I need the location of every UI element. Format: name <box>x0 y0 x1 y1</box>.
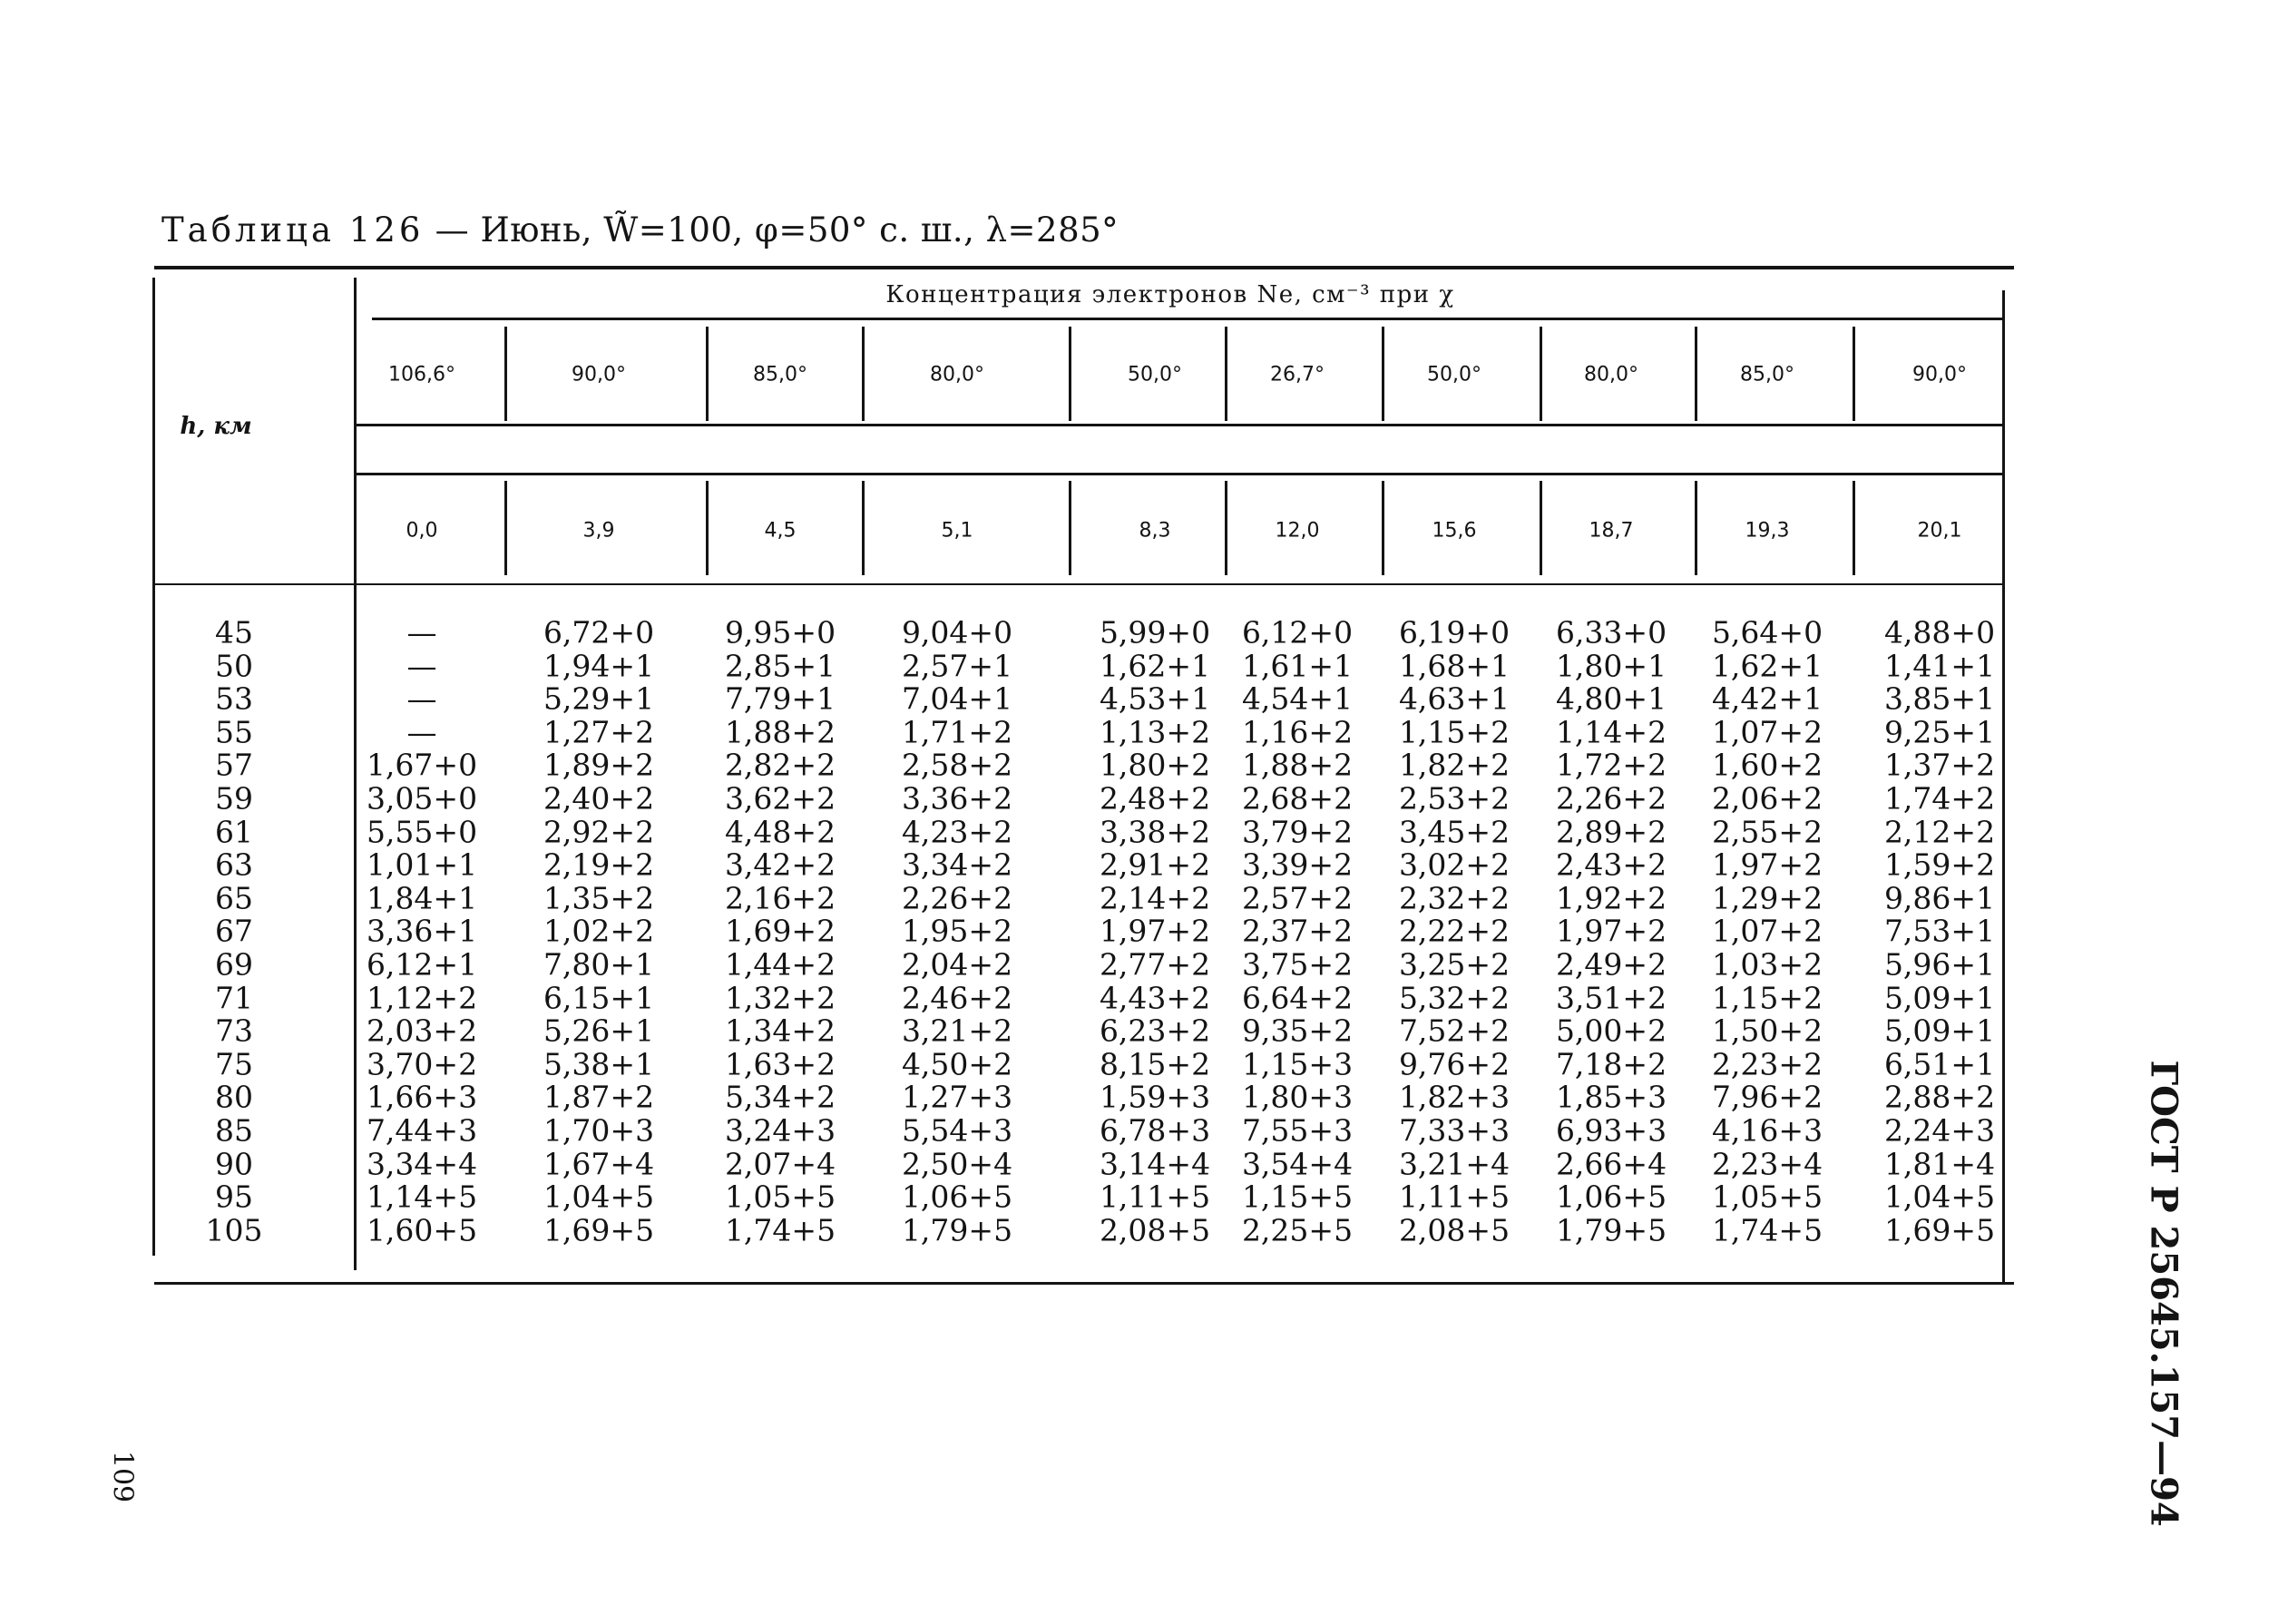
concentration-cell: 6,12+0 <box>1241 614 1354 651</box>
concentration-cell: 1,27+3 <box>901 1079 1013 1115</box>
concentration-cell: 1,13+2 <box>1099 714 1211 750</box>
concentration-cell: 3,34+2 <box>901 846 1013 883</box>
concentration-cell: 1,69+5 <box>543 1212 655 1248</box>
concentration-cell: 2,58+2 <box>901 747 1013 783</box>
concentration-cell: 1,69+2 <box>724 913 836 949</box>
concentration-cell: 7,52+2 <box>1398 1013 1511 1049</box>
concentration-cell: 3,36+1 <box>366 913 478 949</box>
concentration-cell: 5,09+1 <box>1883 980 1996 1016</box>
concentration-cell: 2,91+2 <box>1099 846 1211 883</box>
height-value: 71 <box>215 980 253 1016</box>
concentration-cell: 7,44+3 <box>366 1112 478 1149</box>
concentration-cell: 6,33+0 <box>1555 614 1667 651</box>
time-column-divider <box>706 481 709 575</box>
concentration-cell: 1,01+1 <box>366 846 478 883</box>
concentration-cell: — <box>406 714 437 750</box>
local-time-header: 12,0 <box>1275 519 1320 543</box>
concentration-cell: 2,68+2 <box>1241 780 1354 817</box>
concentration-cell: 2,08+5 <box>1099 1212 1211 1248</box>
concentration-cell: 3,34+4 <box>366 1146 478 1182</box>
concentration-cell: 1,41+1 <box>1883 648 1996 684</box>
concentration-cell: 1,37+2 <box>1883 747 1996 783</box>
concentration-cell: 1,11+5 <box>1099 1179 1211 1215</box>
concentration-cell: 1,94+1 <box>543 648 655 684</box>
concentration-cell: 6,72+0 <box>543 614 655 651</box>
chi-column-divider <box>1540 327 1542 421</box>
concentration-cell: 2,07+4 <box>724 1146 836 1182</box>
concentration-cell: 2,49+2 <box>1555 946 1667 983</box>
concentration-cell: 3,14+4 <box>1099 1146 1211 1182</box>
concentration-cell: 5,96+1 <box>1883 946 1996 983</box>
concentration-cell: 6,51+1 <box>1883 1046 1996 1082</box>
time-column-divider <box>1069 481 1071 575</box>
concentration-cell: 4,50+2 <box>901 1046 1013 1082</box>
height-value: 73 <box>215 1013 253 1049</box>
concentration-cell: 7,53+1 <box>1883 913 1996 949</box>
concentration-cell: 1,27+2 <box>543 714 655 750</box>
concentration-cell: 1,06+5 <box>901 1179 1013 1215</box>
concentration-cell: 1,44+2 <box>724 946 836 983</box>
concentration-cell: 1,15+3 <box>1241 1046 1354 1082</box>
concentration-cell: 3,36+2 <box>901 780 1013 817</box>
height-value: 53 <box>215 680 253 717</box>
chi-angle-header: 90,0° <box>1912 363 1967 386</box>
chi-angle-header: 26,7° <box>1270 363 1325 386</box>
height-value: 57 <box>215 747 253 783</box>
concentration-cell: 2,50+4 <box>901 1146 1013 1182</box>
table-left-border <box>152 278 155 1256</box>
concentration-cell: 2,26+2 <box>901 880 1013 916</box>
local-time-header: 18,7 <box>1589 519 1634 543</box>
height-value: 95 <box>215 1179 253 1215</box>
concentration-cell: 1,12+2 <box>366 980 478 1016</box>
concentration-cell: 7,33+3 <box>1398 1112 1511 1149</box>
height-value: 80 <box>215 1079 253 1115</box>
concentration-cell: 3,39+2 <box>1241 846 1354 883</box>
concentration-cell: 3,85+1 <box>1883 680 1996 717</box>
concentration-cell: 1,81+4 <box>1883 1146 1996 1182</box>
concentration-cell: 1,62+1 <box>1711 648 1823 684</box>
concentration-cell: 1,04+5 <box>1883 1179 1996 1215</box>
concentration-cell: 4,88+0 <box>1883 614 1996 651</box>
concentration-header-title: Концентрация электронов Ne, см⁻³ при χ <box>885 281 1455 308</box>
concentration-cell: 2,12+2 <box>1883 814 1996 850</box>
concentration-cell: 1,70+3 <box>543 1112 655 1149</box>
concentration-cell: 3,54+4 <box>1241 1146 1354 1182</box>
height-value: 50 <box>215 648 253 684</box>
chi-angle-header: 106,6° <box>388 363 455 386</box>
chi-angle-header: 50,0° <box>1128 363 1182 386</box>
concentration-cell: 6,15+1 <box>543 980 655 1016</box>
concentration-cell: 1,74+5 <box>1711 1212 1823 1248</box>
concentration-cell: 5,32+2 <box>1398 980 1511 1016</box>
concentration-cell: 5,64+0 <box>1711 614 1823 651</box>
chi-column-divider <box>706 327 709 421</box>
concentration-cell: 2,48+2 <box>1099 780 1211 817</box>
concentration-cell: 1,71+2 <box>901 714 1013 750</box>
height-value: 55 <box>215 714 253 750</box>
concentration-cell: 4,80+1 <box>1555 680 1667 717</box>
header-mid-rule-2 <box>354 473 2005 475</box>
time-column-divider <box>862 481 865 575</box>
concentration-cell: 2,40+2 <box>543 780 655 817</box>
concentration-cell: 1,06+5 <box>1555 1179 1667 1215</box>
concentration-cell: 4,16+3 <box>1711 1112 1823 1149</box>
concentration-cell: 1,29+2 <box>1711 880 1823 916</box>
concentration-cell: 6,93+3 <box>1555 1112 1667 1149</box>
concentration-cell: 1,69+5 <box>1883 1212 1996 1248</box>
concentration-cell: 2,88+2 <box>1883 1079 1996 1115</box>
concentration-cell: 1,60+2 <box>1711 747 1823 783</box>
concentration-cell: 9,04+0 <box>901 614 1013 651</box>
concentration-cell: 3,05+0 <box>366 780 478 817</box>
concentration-cell: 1,05+5 <box>724 1179 836 1215</box>
table-bottom-rule <box>154 1282 2014 1285</box>
concentration-cell: 1,80+1 <box>1555 648 1667 684</box>
concentration-cell: 1,05+5 <box>1711 1179 1823 1215</box>
time-column-divider <box>1225 481 1227 575</box>
local-time-header: 3,9 <box>582 519 615 543</box>
h-column-header: h, км <box>180 413 252 440</box>
chi-angle-header: 80,0° <box>930 363 984 386</box>
concentration-cell: 4,48+2 <box>724 814 836 850</box>
concentration-cell: 2,77+2 <box>1099 946 1211 983</box>
concentration-cell: 1,59+2 <box>1883 846 1996 883</box>
concentration-cell: 1,89+2 <box>543 747 655 783</box>
concentration-cell: 2,22+2 <box>1398 913 1511 949</box>
time-column-divider <box>1695 481 1697 575</box>
concentration-cell: 4,23+2 <box>901 814 1013 850</box>
height-value: 45 <box>215 614 253 651</box>
concentration-cell: 6,64+2 <box>1241 980 1354 1016</box>
local-time-header: 5,1 <box>941 519 973 543</box>
standard-designation: ГОСТ Р 25645.157—94 <box>2142 1060 2185 1527</box>
height-value: 85 <box>215 1112 253 1149</box>
concentration-cell: 3,02+2 <box>1398 846 1511 883</box>
concentration-cell: 1,74+5 <box>724 1212 836 1248</box>
height-value: 75 <box>215 1046 253 1082</box>
concentration-cell: 6,78+3 <box>1099 1112 1211 1149</box>
header-title-rule <box>372 318 2005 320</box>
concentration-cell: 4,53+1 <box>1099 680 1211 717</box>
concentration-cell: 3,62+2 <box>724 780 836 817</box>
height-value: 65 <box>215 880 253 916</box>
concentration-cell: 1,80+3 <box>1241 1079 1354 1115</box>
chi-angle-header: 90,0° <box>572 363 626 386</box>
concentration-cell: 2,89+2 <box>1555 814 1667 850</box>
height-value: 90 <box>215 1146 253 1182</box>
concentration-cell: 1,74+2 <box>1883 780 1996 817</box>
local-time-header: 0,0 <box>406 519 438 543</box>
concentration-cell: 3,25+2 <box>1398 946 1511 983</box>
concentration-cell: 1,84+1 <box>366 880 478 916</box>
concentration-cell: 2,04+2 <box>901 946 1013 983</box>
concentration-cell: 6,19+0 <box>1398 614 1511 651</box>
h-column-divider <box>354 278 357 1270</box>
concentration-cell: 3,70+2 <box>366 1046 478 1082</box>
height-value: 105 <box>205 1212 263 1248</box>
concentration-cell: 9,76+2 <box>1398 1046 1511 1082</box>
concentration-cell: 9,95+0 <box>724 614 836 651</box>
concentration-cell: 1,03+2 <box>1711 946 1823 983</box>
concentration-cell: 5,26+1 <box>543 1013 655 1049</box>
concentration-cell: 2,85+1 <box>724 648 836 684</box>
local-time-header: 4,5 <box>764 519 797 543</box>
time-column-divider <box>1382 481 1384 575</box>
local-time-header: 15,6 <box>1432 519 1477 543</box>
concentration-cell: 1,61+1 <box>1241 648 1354 684</box>
table-top-rule <box>154 266 2014 269</box>
height-value: 67 <box>215 913 253 949</box>
concentration-cell: 1,11+5 <box>1398 1179 1511 1215</box>
concentration-cell: 2,24+3 <box>1883 1112 1996 1149</box>
concentration-cell: 3,42+2 <box>724 846 836 883</box>
concentration-cell: 4,43+2 <box>1099 980 1211 1016</box>
concentration-cell: 2,82+2 <box>724 747 836 783</box>
height-value: 69 <box>215 946 253 983</box>
concentration-cell: 3,21+4 <box>1398 1146 1511 1182</box>
height-value: 61 <box>215 814 253 850</box>
concentration-cell: 4,63+1 <box>1398 680 1511 717</box>
concentration-cell: 4,42+1 <box>1711 680 1823 717</box>
chi-angle-header: 85,0° <box>1740 363 1794 386</box>
chi-angle-header: 50,0° <box>1427 363 1481 386</box>
concentration-cell: 1,85+3 <box>1555 1079 1667 1115</box>
chi-angle-header: 85,0° <box>753 363 807 386</box>
time-column-divider <box>504 481 507 575</box>
concentration-cell: 1,97+2 <box>1711 846 1823 883</box>
concentration-cell: 7,04+1 <box>901 680 1013 717</box>
time-column-divider <box>1853 481 1855 575</box>
concentration-cell: 2,53+2 <box>1398 780 1511 817</box>
chi-column-divider <box>1225 327 1227 421</box>
concentration-cell: 7,80+1 <box>543 946 655 983</box>
concentration-cell: 1,15+2 <box>1398 714 1511 750</box>
concentration-cell: 1,15+2 <box>1711 980 1823 1016</box>
concentration-cell: 8,15+2 <box>1099 1046 1211 1082</box>
concentration-cell: 2,66+4 <box>1555 1146 1667 1182</box>
table-caption-text: — Июнь, W̃=100, φ=50° с. ш., λ=285° <box>424 210 1119 249</box>
height-value: 63 <box>215 846 253 883</box>
concentration-cell: 7,18+2 <box>1555 1046 1667 1082</box>
height-value: 59 <box>215 780 253 817</box>
concentration-cell: 2,06+2 <box>1711 780 1823 817</box>
concentration-cell: 9,35+2 <box>1241 1013 1354 1049</box>
concentration-cell: 2,23+2 <box>1711 1046 1823 1082</box>
concentration-cell: 2,43+2 <box>1555 846 1667 883</box>
concentration-cell: 1,63+2 <box>724 1046 836 1082</box>
concentration-cell: 2,37+2 <box>1241 913 1354 949</box>
concentration-cell: 3,45+2 <box>1398 814 1511 850</box>
concentration-cell: 2,32+2 <box>1398 880 1511 916</box>
concentration-cell: 1,80+2 <box>1099 747 1211 783</box>
concentration-cell: 1,07+2 <box>1711 714 1823 750</box>
concentration-cell: 1,15+5 <box>1241 1179 1354 1215</box>
concentration-cell: 4,54+1 <box>1241 680 1354 717</box>
local-time-header: 8,3 <box>1139 519 1171 543</box>
local-time-header: 19,3 <box>1745 519 1790 543</box>
concentration-cell: 3,24+3 <box>724 1112 836 1149</box>
concentration-cell: 1,16+2 <box>1241 714 1354 750</box>
chi-column-divider <box>1069 327 1071 421</box>
concentration-cell: 5,29+1 <box>543 680 655 717</box>
concentration-cell: 1,60+5 <box>366 1212 478 1248</box>
concentration-cell: 1,92+2 <box>1555 880 1667 916</box>
chi-column-divider <box>862 327 865 421</box>
concentration-cell: 2,26+2 <box>1555 780 1667 817</box>
concentration-cell: 6,12+1 <box>366 946 478 983</box>
chi-column-divider <box>1695 327 1697 421</box>
concentration-cell: 1,67+4 <box>543 1146 655 1182</box>
concentration-cell: 1,02+2 <box>543 913 655 949</box>
concentration-cell: 5,54+3 <box>901 1112 1013 1149</box>
concentration-cell: — <box>406 648 437 684</box>
concentration-cell: 1,97+2 <box>1099 913 1211 949</box>
concentration-cell: — <box>406 614 437 651</box>
concentration-cell: 1,35+2 <box>543 880 655 916</box>
concentration-cell: 5,09+1 <box>1883 1013 1996 1049</box>
concentration-cell: 2,25+5 <box>1241 1212 1354 1248</box>
concentration-cell: 2,23+4 <box>1711 1146 1823 1182</box>
concentration-cell: 1,04+5 <box>543 1179 655 1215</box>
concentration-cell: 1,95+2 <box>901 913 1013 949</box>
table-right-border <box>2002 290 2005 1284</box>
concentration-cell: 1,82+3 <box>1398 1079 1511 1115</box>
concentration-cell: 1,79+5 <box>1555 1212 1667 1248</box>
concentration-cell: 7,96+2 <box>1711 1079 1823 1115</box>
concentration-cell: 1,82+2 <box>1398 747 1511 783</box>
concentration-cell: 2,57+1 <box>901 648 1013 684</box>
concentration-cell: 1,68+1 <box>1398 648 1511 684</box>
concentration-cell: 5,34+2 <box>724 1079 836 1115</box>
table-caption <box>161 210 1119 249</box>
concentration-cell: 5,00+2 <box>1555 1013 1667 1049</box>
concentration-cell: 2,14+2 <box>1099 880 1211 916</box>
header-bottom-rule <box>154 583 2005 585</box>
concentration-cell: 9,86+1 <box>1883 880 1996 916</box>
concentration-cell: 2,92+2 <box>543 814 655 850</box>
concentration-cell: — <box>406 680 437 717</box>
page-number: 109 <box>106 1450 139 1503</box>
concentration-cell: 1,62+1 <box>1099 648 1211 684</box>
concentration-cell: 2,08+5 <box>1398 1212 1511 1248</box>
concentration-cell: 1,79+5 <box>901 1212 1013 1248</box>
concentration-cell: 5,38+1 <box>543 1046 655 1082</box>
concentration-cell: 3,51+2 <box>1555 980 1667 1016</box>
concentration-cell: 2,57+2 <box>1241 880 1354 916</box>
concentration-cell: 1,67+0 <box>366 747 478 783</box>
time-column-divider <box>1540 481 1542 575</box>
concentration-cell: 3,38+2 <box>1099 814 1211 850</box>
concentration-cell: 1,88+2 <box>724 714 836 750</box>
table-number: Таблица 126 <box>161 210 425 249</box>
header-mid-rule-1 <box>354 424 2005 426</box>
concentration-cell: 6,23+2 <box>1099 1013 1211 1049</box>
concentration-cell: 5,99+0 <box>1099 614 1211 651</box>
concentration-cell: 2,03+2 <box>366 1013 478 1049</box>
concentration-cell: 2,16+2 <box>724 880 836 916</box>
concentration-cell: 1,14+2 <box>1555 714 1667 750</box>
concentration-cell: 1,34+2 <box>724 1013 836 1049</box>
concentration-cell: 1,66+3 <box>366 1079 478 1115</box>
concentration-cell: 3,75+2 <box>1241 946 1354 983</box>
concentration-cell: 1,87+2 <box>543 1079 655 1115</box>
concentration-cell: 7,79+1 <box>724 680 836 717</box>
chi-column-divider <box>1853 327 1855 421</box>
concentration-cell: 1,14+5 <box>366 1179 478 1215</box>
concentration-cell: 3,21+2 <box>901 1013 1013 1049</box>
concentration-cell: 1,72+2 <box>1555 747 1667 783</box>
concentration-cell: 1,50+2 <box>1711 1013 1823 1049</box>
chi-column-divider <box>504 327 507 421</box>
concentration-cell: 2,19+2 <box>543 846 655 883</box>
concentration-cell: 1,32+2 <box>724 980 836 1016</box>
concentration-cell: 2,55+2 <box>1711 814 1823 850</box>
concentration-cell: 2,46+2 <box>901 980 1013 1016</box>
concentration-cell: 1,59+3 <box>1099 1079 1211 1115</box>
concentration-cell: 1,97+2 <box>1555 913 1667 949</box>
concentration-cell: 5,55+0 <box>366 814 478 850</box>
concentration-cell: 3,79+2 <box>1241 814 1354 850</box>
chi-column-divider <box>1382 327 1384 421</box>
concentration-cell: 1,07+2 <box>1711 913 1823 949</box>
concentration-cell: 9,25+1 <box>1883 714 1996 750</box>
concentration-cell: 1,88+2 <box>1241 747 1354 783</box>
chi-angle-header: 80,0° <box>1584 363 1638 386</box>
local-time-header: 20,1 <box>1917 519 1962 543</box>
concentration-cell: 7,55+3 <box>1241 1112 1354 1149</box>
